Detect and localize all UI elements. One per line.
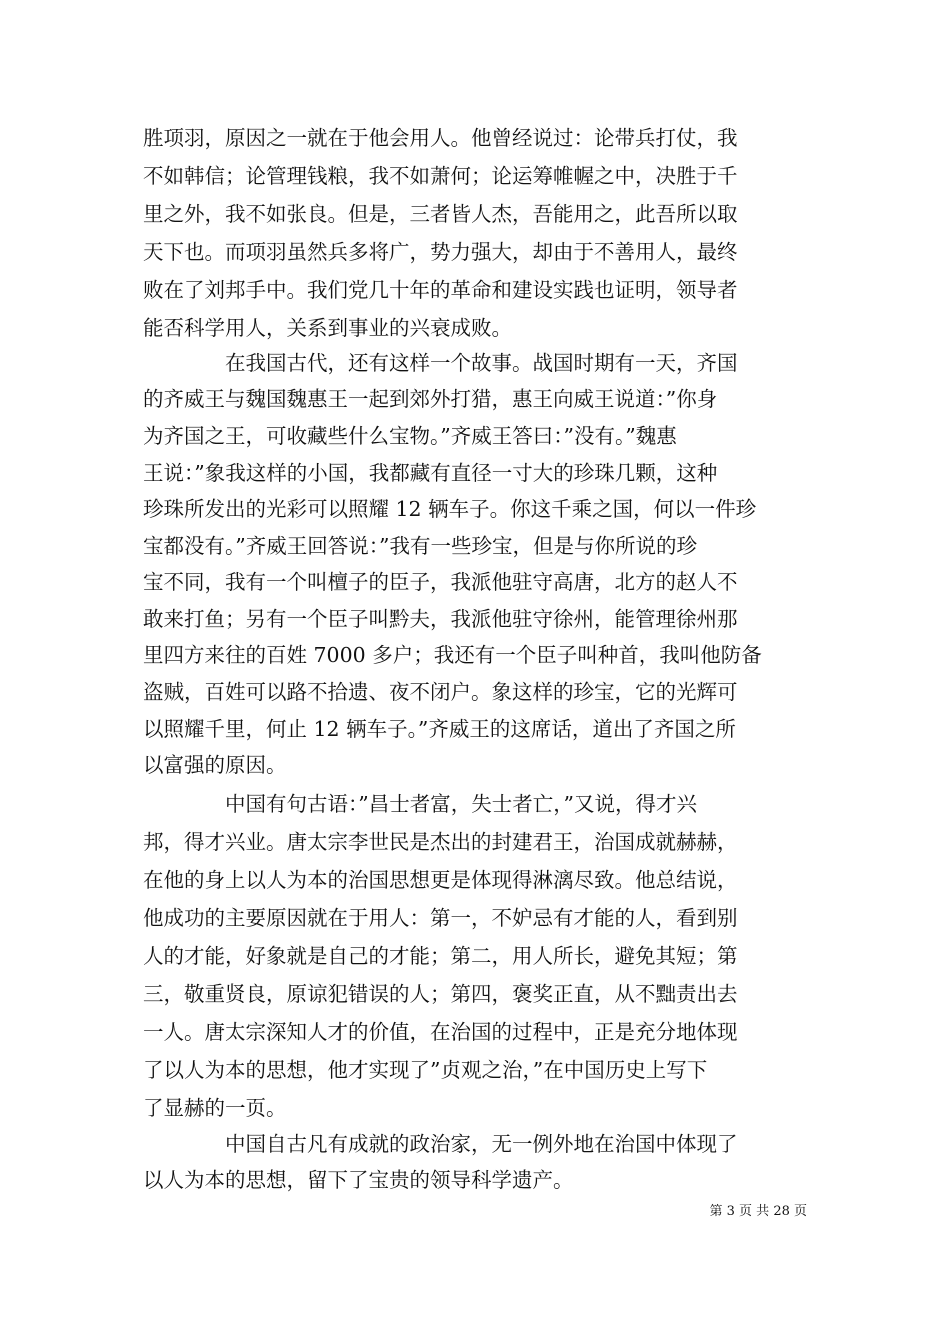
text-line: 在他的身上以人为本的治国思想更是体现得淋漓尽致。他总结说， [143,868,738,892]
text-line: 在我国古代，还有这样一个故事。战国时期有一天，齐国 [143,351,738,375]
text-line: 一人。唐太宗深知人才的价值，在治国的过程中，正是充分地体现 [143,1020,738,1044]
text-line: 为齐国之王，可收藏些什么宝物。”齐威王答曰：”没有。”魏惠 [143,424,677,448]
text-line: 宝不同，我有一个叫檀子的臣子，我派他驻守高唐，北方的赵人不 [143,570,738,594]
text-line: 敢来打鱼；另有一个臣子叫黔夫，我派他驻守徐州，能管理徐州那 [143,607,738,631]
text-line: 天下也。而项羽虽然兵多将广，势力强大，却由于不善用人，最终 [143,240,738,264]
text-line: 的齐威王与魏国魏惠王一起到郊外打猎，惠王向威王说道：”你身 [143,387,718,411]
text-line: 以人为本的思想，留下了宝贵的领导科学遗产。 [143,1168,574,1192]
text-line: 以富强的原因。 [143,753,287,777]
text-line: 中国自古凡有成就的政治家，无一例外地在治国中体现了 [143,1132,738,1156]
text-line: 珍珠所发出的光彩可以照耀 12 辆车子。你这千乘之国，何以一件珍 [143,497,757,521]
text-line: 里之外，我不如张良。但是，三者皆人杰，吾能用之，此吾所以取 [143,202,738,226]
text-line: 能否科学用人，关系到事业的兴衰成败。 [143,316,512,340]
text-line: 了以人为本的思想，他才实现了”贞观之治，”在中国历史上写下 [143,1058,708,1082]
text-line: 里四方来往的百姓 7000 多户；我还有一个臣子叫种首，我叫他防备 [143,643,762,667]
text-line: 盗贼，百姓可以路不拾遗、夜不闭户。象这样的珍宝，它的光辉可 [143,680,738,704]
text-line: 人的才能，好象就是自己的才能；第二，用人所长，避免其短；第 [143,944,738,968]
page-number: 第 3 页 共 28 页 [709,1204,807,1219]
text-line: 以照耀千里，何止 12 辆车子。”齐威王的这席话，道出了齐国之所 [143,717,736,741]
text-line: 王说：”象我这样的小国，我都藏有直径一寸大的珍珠几颗，这种 [143,461,718,485]
text-line: 中国有句古语：”昌士者富，失士者亡，”又说，得才兴 [143,792,697,816]
text-line: 了显赫的一页。 [143,1096,287,1120]
text-line: 他成功的主要原因就在于用人：第一，不妒忌有才能的人，看到别 [143,906,738,930]
text-line: 三，敬重贤良，原谅犯错误的人；第四，褒奖正直，从不黜责出去 [143,982,738,1006]
text-line: 胜项羽，原因之一就在于他会用人。他曾经说过：论带兵打仗，我 [143,126,738,150]
text-line: 邦，得才兴业。唐太宗李世民是杰出的封建君王，治国成就赫赫， [143,830,738,854]
text-line: 败在了刘邦手中。我们党几十年的革命和建设实践也证明，领导者 [143,278,738,302]
text-line: 宝都没有。”齐威王回答说：”我有一些珍宝，但是与你所说的珍 [143,534,697,558]
text-line: 不如韩信；论管理钱粮，我不如萧何；论运筹帷幄之中，决胜于千 [143,164,738,188]
